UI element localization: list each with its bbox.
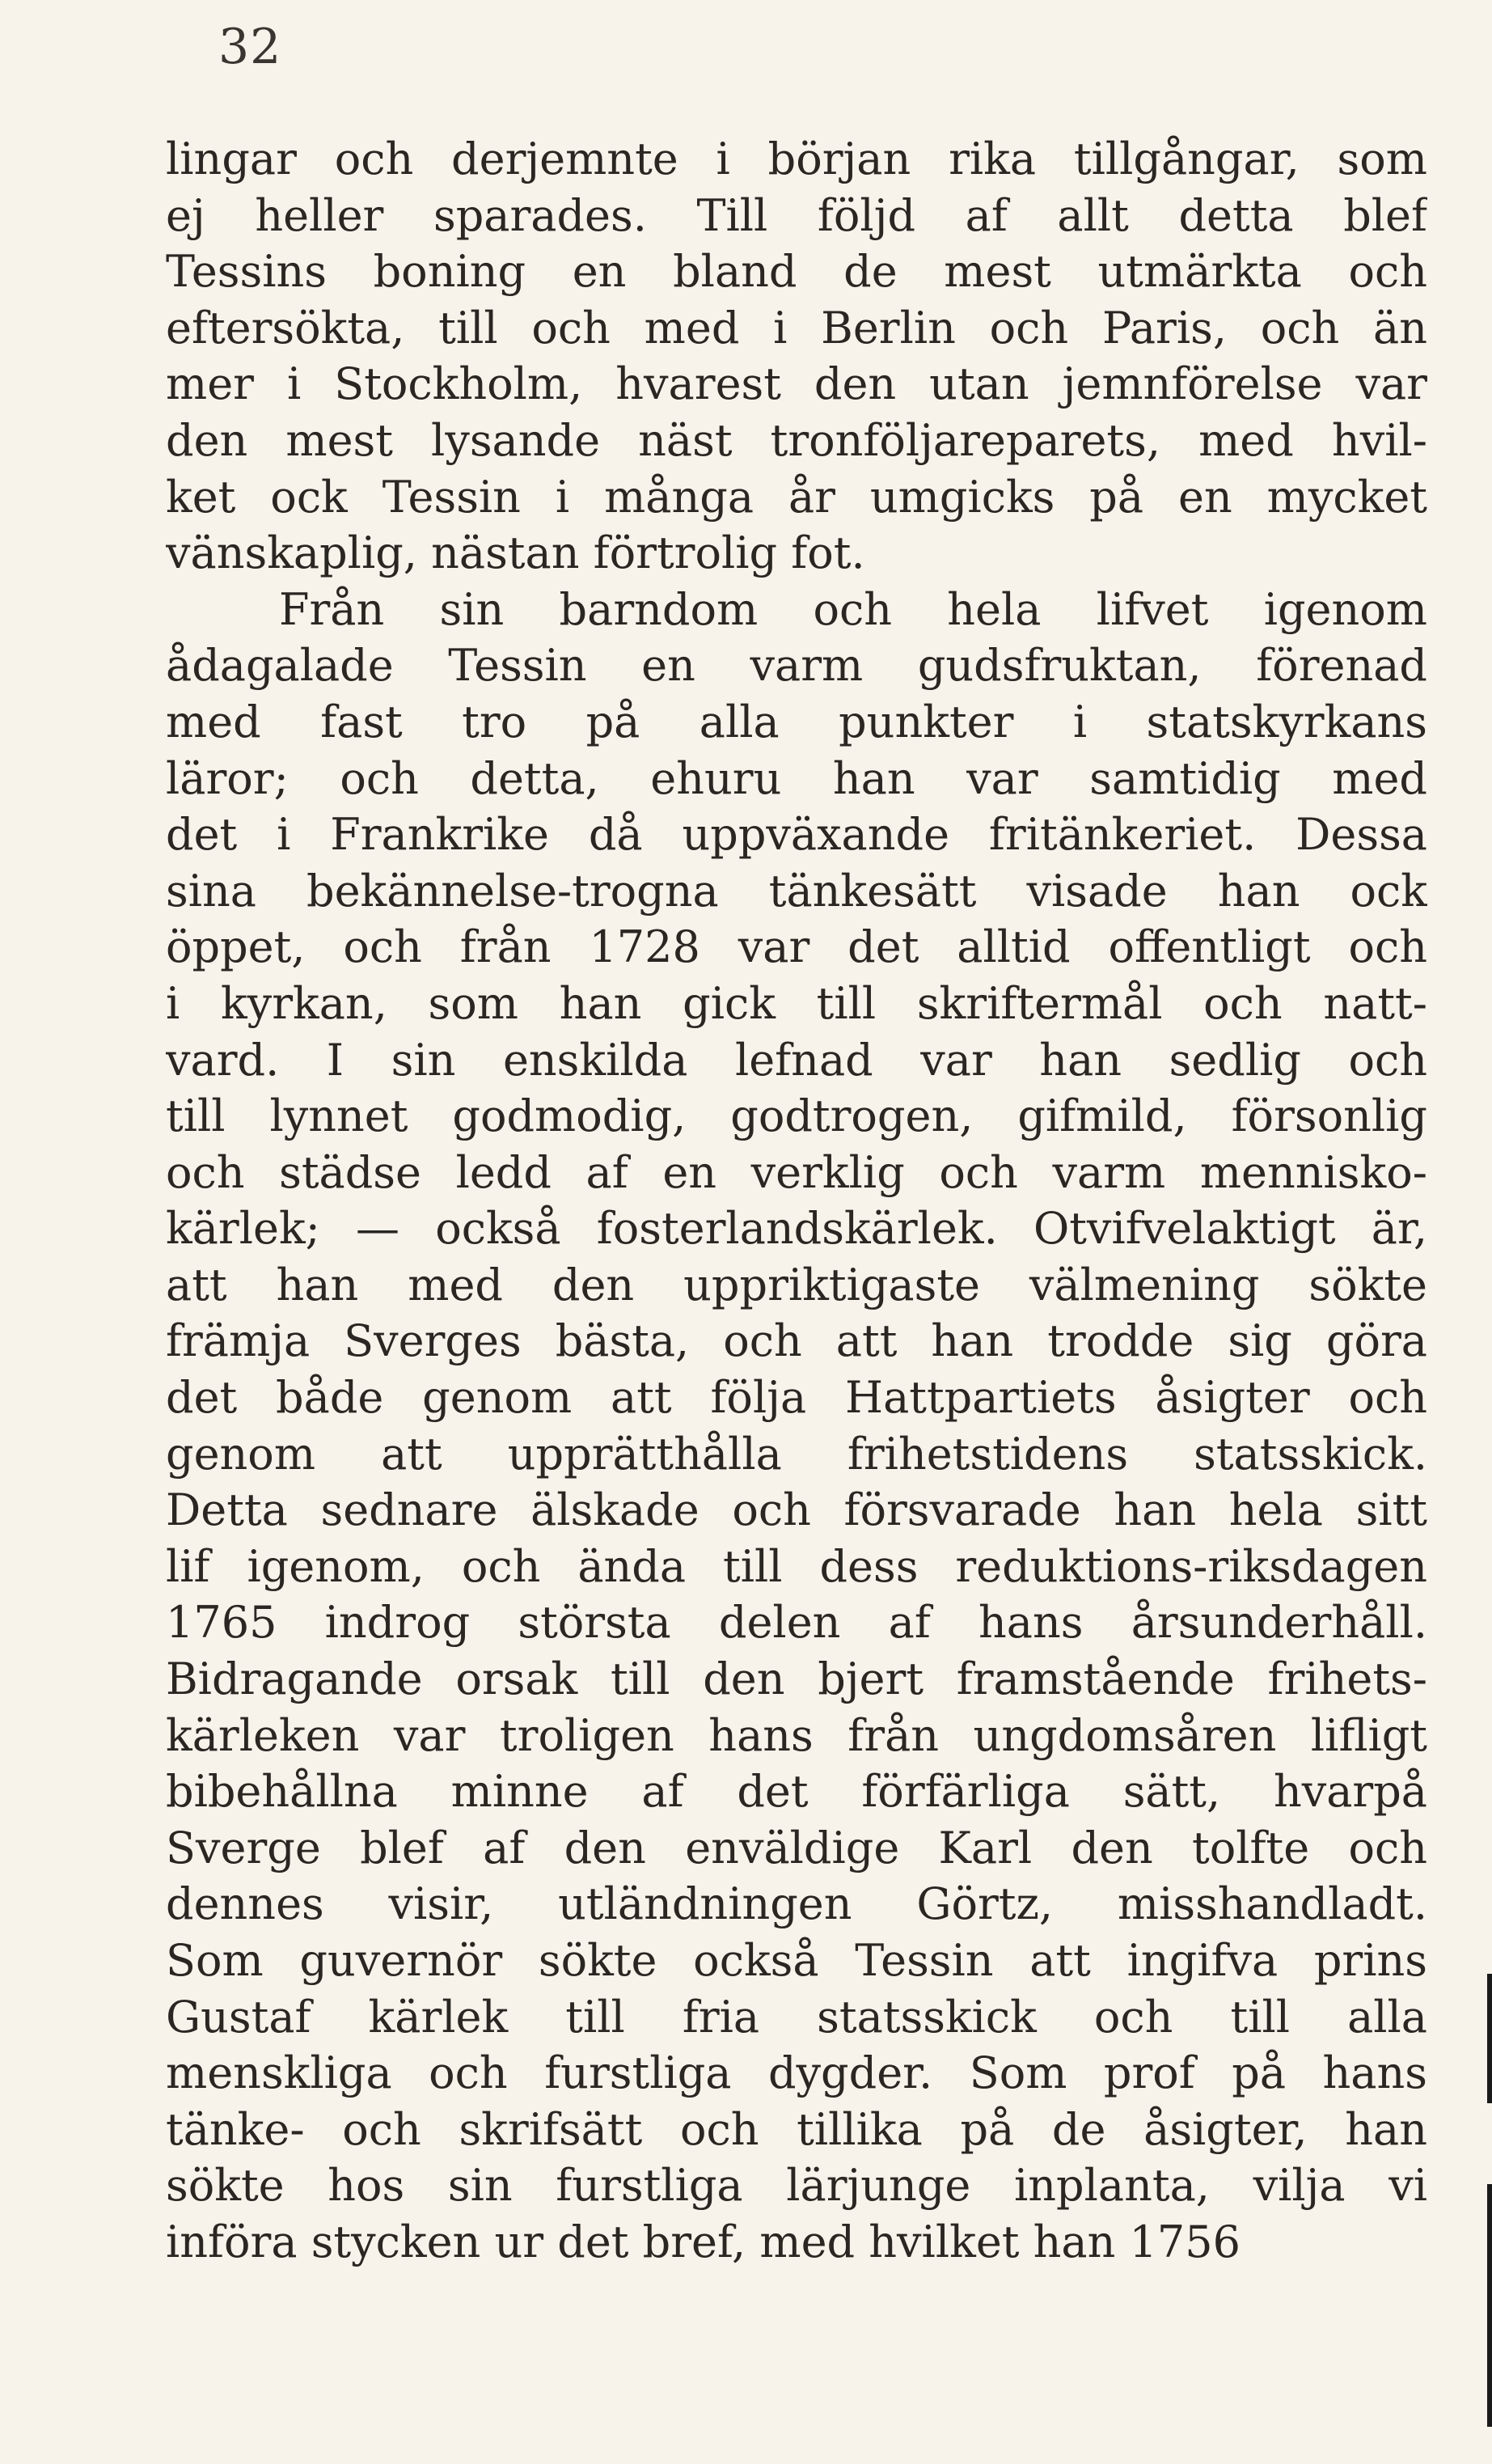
text-line: i kyrkan, som han gick till skriftermål och natt- bbox=[166, 977, 1427, 1029]
text-line: Som guvernör sökte också Tessin att ingifva prins bbox=[166, 1935, 1427, 1986]
text-line: lingar och derjemnte i början rika tillgångar, som bbox=[166, 133, 1427, 184]
text-line: tänke- och skrifsätt och tillika på de åsigter, han bbox=[166, 2103, 1427, 2155]
text-line: mer i Stockholm, hvarest den utan jemnförelse var bbox=[166, 358, 1427, 410]
page-edge-mark bbox=[1487, 2184, 1492, 2427]
text-line: sina bekännelse-trogna tänkesätt visade han ock bbox=[166, 865, 1427, 917]
text-line: kärleken var troligen hans från ungdomsåren lifligt bbox=[166, 1709, 1427, 1761]
page-edge-mark bbox=[1487, 1974, 1492, 2103]
text-line: dennes visir, utländningen Görtz, misshandladt. bbox=[166, 1878, 1427, 1930]
text-line: Bidragande orsak till den bjert framstående frihets- bbox=[166, 1653, 1427, 1705]
text-line: vard. I sin enskilda lefnad var han sedlig och bbox=[166, 1034, 1427, 1086]
text-line: lif igenom, och ända till dess reduktions-riksdagen bbox=[166, 1540, 1427, 1592]
text-line: Detta sednare älskade och försvarade han hela sitt bbox=[166, 1484, 1427, 1536]
text-line: genom att upprätthålla frihetstidens statsskick. bbox=[166, 1428, 1427, 1480]
text-line: kärlek; — också fosterlandskärlek. Otvifvelaktigt är, bbox=[166, 1203, 1427, 1255]
text-line: eftersökta, till och med i Berlin och Paris, och än bbox=[166, 302, 1427, 354]
text-line: menskliga och furstliga dygder. Som prof på hans bbox=[166, 2047, 1427, 2099]
text-line: öppet, och från 1728 var det alltid offentligt och bbox=[166, 921, 1427, 973]
paragraph-end-line: vänskaplig, nästan förtrolig fot. bbox=[166, 527, 865, 579]
text-line: införa stycken ur det bref, med hvilket han 1756 bbox=[166, 2216, 1241, 2267]
text-line: ket ock Tessin i många år umgicks på en mycket bbox=[166, 471, 1427, 523]
text-line: Gustaf kärlek till fria statsskick och till alla bbox=[166, 1991, 1427, 2043]
text-line: ej heller sparades. Till följd af allt detta blef bbox=[166, 189, 1427, 241]
text-line: att han med den uppriktigaste välmening sökte bbox=[166, 1259, 1427, 1310]
text-line: bibehållna minne af det förfärliga sätt, hvarpå bbox=[166, 1766, 1427, 1818]
text-line: den mest lysande näst tronföljareparets, med hvil- bbox=[166, 414, 1427, 466]
text-line: Tessins boning en bland de mest utmärkta och bbox=[166, 246, 1427, 298]
paragraph-start-line: Från sin barndom och hela lifvet igenom bbox=[279, 583, 1427, 635]
text-line: med fast tro på alla punkter i statskyrkans bbox=[166, 696, 1427, 747]
text-line: sökte hos sin furstliga lärjunge inplanta, vilja vi bbox=[166, 2160, 1427, 2212]
text-line: 1765 indrog största delen af hans årsunderhåll. bbox=[166, 1597, 1427, 1649]
text-line: det både genom att följa Hattpartiets åsigter och bbox=[166, 1372, 1427, 1424]
text-line: Sverge blef af den enväldige Karl den tolfte och bbox=[166, 1822, 1427, 1873]
text-line: och städse ledd af en verklig och varm mennisko- bbox=[166, 1146, 1427, 1198]
text-line: det i Frankrike då uppväxande fritänkeriet. Dessa bbox=[166, 809, 1427, 861]
text-line: främja Sverges bästa, och att han trodde sig göra bbox=[166, 1315, 1427, 1367]
text-line: till lynnet godmodig, godtrogen, gifmild, försonlig bbox=[166, 1090, 1427, 1142]
body-text bbox=[166, 131, 1427, 2271]
text-line: läror; och detta, ehuru han var samtidig med bbox=[166, 752, 1427, 804]
page-number: 32 bbox=[218, 19, 282, 75]
text-line: ådagalade Tessin en varm gudsfruktan, förenad bbox=[166, 640, 1427, 692]
